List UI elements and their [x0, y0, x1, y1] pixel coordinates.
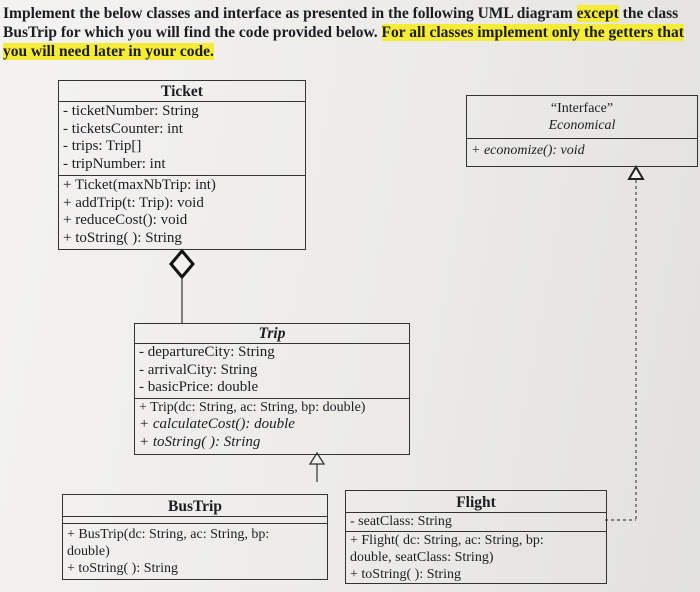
realization-arrow	[629, 167, 643, 179]
ticket-method: + toString( ): String	[63, 229, 182, 246]
class-trip-name: Trip	[258, 325, 286, 342]
class-ticket	[58, 80, 306, 250]
ticket-attribute: - ticketNumber: String	[63, 103, 199, 119]
class-flight-methods	[346, 531, 606, 583]
bustrip-method: + toString( ): String	[67, 561, 178, 576]
intro-highlight-except: except	[576, 5, 619, 22]
class-ticket-name: Ticket	[161, 83, 203, 100]
interface-method: + economize(): void	[471, 143, 585, 158]
ticket-method: + Ticket(maxNbTrip: int)	[63, 177, 216, 193]
class-trip-attributes	[135, 343, 409, 398]
trip-method: + calculateCost(): double	[139, 416, 295, 432]
class-trip	[134, 323, 410, 455]
ticket-attribute: - tripNumber: int	[63, 155, 166, 172]
bustrip-method: + BusTrip(dc: String, ac: String, bp:	[67, 527, 270, 542]
class-bustrip-name: BusTrip	[168, 498, 222, 515]
class-flight-name: Flight	[456, 494, 496, 511]
trip-method: + toString( ): String	[139, 433, 261, 450]
interface-header	[467, 96, 697, 138]
trip-attribute: - basicPrice: double	[139, 379, 259, 395]
flight-method: double, seatClass: String)	[350, 550, 494, 565]
class-ticket-attributes	[59, 101, 305, 175]
intro-text-3: for which you will find the code provided below.	[57, 24, 382, 41]
class-bustrip-attributes	[63, 516, 327, 523]
interface-methods	[467, 138, 697, 160]
trip-attribute: - departureCity: String	[139, 344, 275, 360]
trip-attribute: - arrivalCity: String	[139, 361, 258, 378]
ticket-method: + reduceCost(): void	[63, 212, 188, 228]
trip-method: + Trip(dc: String, ac: String, bp: double)	[139, 399, 366, 415]
aggregation-diamond	[171, 251, 193, 277]
class-bustrip	[62, 494, 328, 580]
flight-attribute: - seatClass: String	[350, 514, 452, 529]
class-flight	[345, 490, 607, 584]
class-ticket-methods	[59, 175, 305, 248]
flight-method: + toString( ): String	[350, 567, 461, 582]
intro-highlight-getters: For all classes implement only the getters that you will need later in your code.	[3, 24, 684, 60]
ticket-attribute: - trips: Trip[]	[63, 138, 142, 154]
interface-stereotype: “Interface”	[550, 101, 614, 116]
flight-method: + Flight( dc: String, ac: String, bp:	[350, 533, 544, 548]
class-flight-attributes	[346, 512, 606, 531]
intro-bustrip: BusTrip	[3, 24, 57, 41]
class-trip-methods	[135, 398, 409, 453]
intro-text-1: Implement the below classes and interface as presented in the following UML diagram	[3, 5, 577, 22]
ticket-attribute: - ticketsCounter: int	[63, 120, 183, 137]
interface-name: Economical	[548, 118, 616, 133]
ticket-method: + addTrip(t: Trip): void	[63, 194, 204, 211]
bustrip-method: double)	[67, 544, 110, 559]
intro-text-2: the class	[618, 5, 679, 22]
class-bustrip-methods	[63, 523, 327, 577]
interface-economical	[466, 95, 698, 167]
